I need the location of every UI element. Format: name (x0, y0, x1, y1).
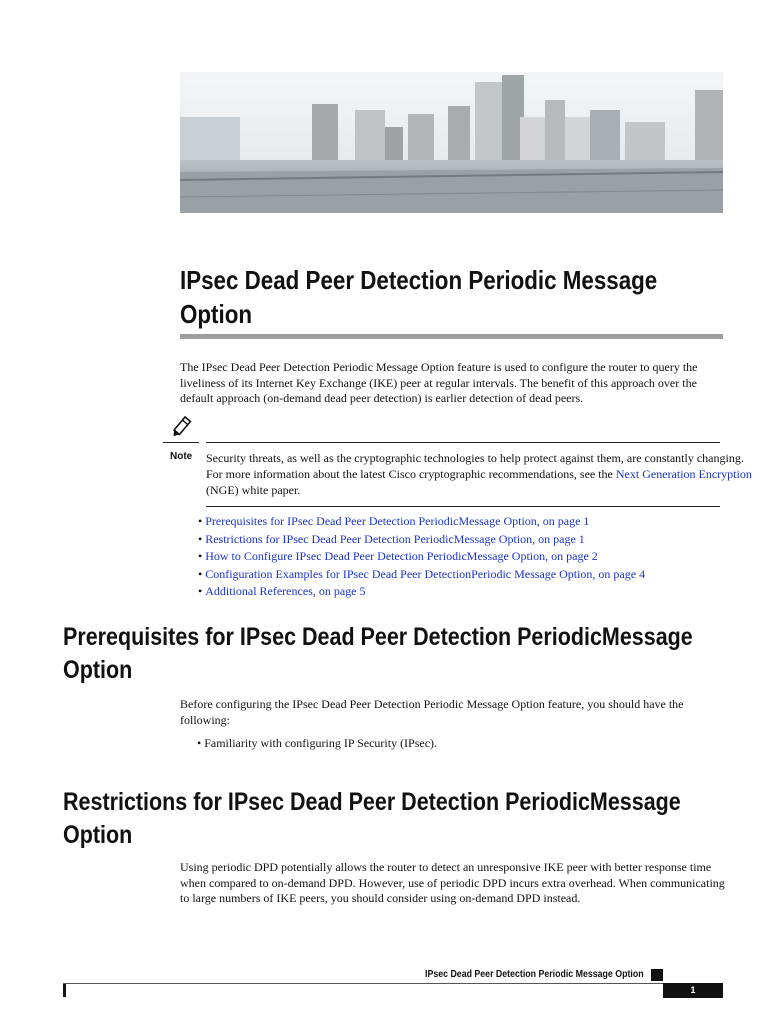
restrictions-heading: Restrictions for IPsec Dead Peer Detection PeriodicMessage Option (63, 788, 681, 849)
footer-rule (63, 983, 663, 984)
note-text-before: Security threats, as well as the cryptographic technologies to help protect against them, are constantly changing. For more information about the latest Cisco cryptographic recommendations, see the (206, 451, 744, 481)
toc-bullet: • (198, 549, 203, 563)
toc-link-restrictions[interactable]: Restrictions for IPsec Dead Peer Detection PeriodicMessage Option, on page 1 (205, 531, 585, 546)
restrictions-paragraph: Using periodic DPD potentially allows the router to detect an unresponsive IKE peer with better response time when compared to on-demand DPD. However, use of periodic DPD incurs extra overhead. When communicating to large numbers of IKE peers, you should consider using on-demand DPD instead. (180, 860, 725, 905)
note-top-rule (206, 442, 720, 443)
header-cityscape-image (180, 72, 723, 213)
toc-item (198, 531, 645, 549)
note-bottom-rule (206, 506, 720, 507)
toc-bullet: • (198, 531, 203, 546)
toc-list (198, 513, 645, 601)
pencil-note-icon (168, 416, 194, 440)
nge-link[interactable]: Next Generation Encryption (615, 467, 752, 481)
note-text (206, 450, 754, 498)
toc-item (198, 583, 645, 601)
toc-bullet: • (198, 566, 203, 581)
intro-paragraph: The IPsec Dead Peer Detection Periodic Message Option feature is used to configure the router to query the liveliness of its Internet Key Exchange (IKE) peer at regular intervals. The benefit of this approach over the default approach (on-demand dead peer detection) is earlier detection of dead peers. (180, 360, 698, 405)
footer-left-tick (63, 984, 66, 997)
toc-link-how-to-configure[interactable]: How to Configure IPsec Dead Peer Detection PeriodicMessage Option, on page 2 (205, 549, 598, 563)
toc-item (198, 548, 645, 566)
prerequisites-paragraph: Before configuring the IPsec Dead Peer Detection Periodic Message Option feature, you should have the following: (180, 697, 684, 727)
prerequisites-bullet: • Familiarity with configuring IP Security (IPsec). (197, 736, 438, 750)
title-divider (180, 334, 723, 339)
toc-bullet: • (198, 584, 203, 598)
note-text-after: (NGE) white paper. (206, 483, 301, 497)
page-number: 1 (663, 983, 723, 998)
toc-item (198, 513, 645, 531)
footer-marker (651, 969, 663, 981)
toc-bullet: • (198, 514, 203, 528)
toc-link-configuration-examples[interactable]: Configuration Examples for IPsec Dead Peer DetectionPeriodic Message Option, on page 4 (205, 566, 646, 581)
prerequisites-heading: Prerequisites for IPsec Dead Peer Detection PeriodicMessage Option (63, 623, 693, 684)
toc-link-prerequisites[interactable]: Prerequisites for IPsec Dead Peer Detection PeriodicMessage Option, on page 1 (205, 514, 590, 528)
footer-title: IPsec Dead Peer Detection Periodic Message Option (425, 969, 644, 980)
note-label: Note (170, 451, 193, 462)
note-icon-rule (163, 442, 199, 443)
toc-item (198, 566, 645, 584)
toc-link-additional-references[interactable]: Additional References, on page 5 (205, 584, 366, 598)
page-title: IPsec Dead Peer Detection Periodic Message Option (180, 265, 658, 329)
